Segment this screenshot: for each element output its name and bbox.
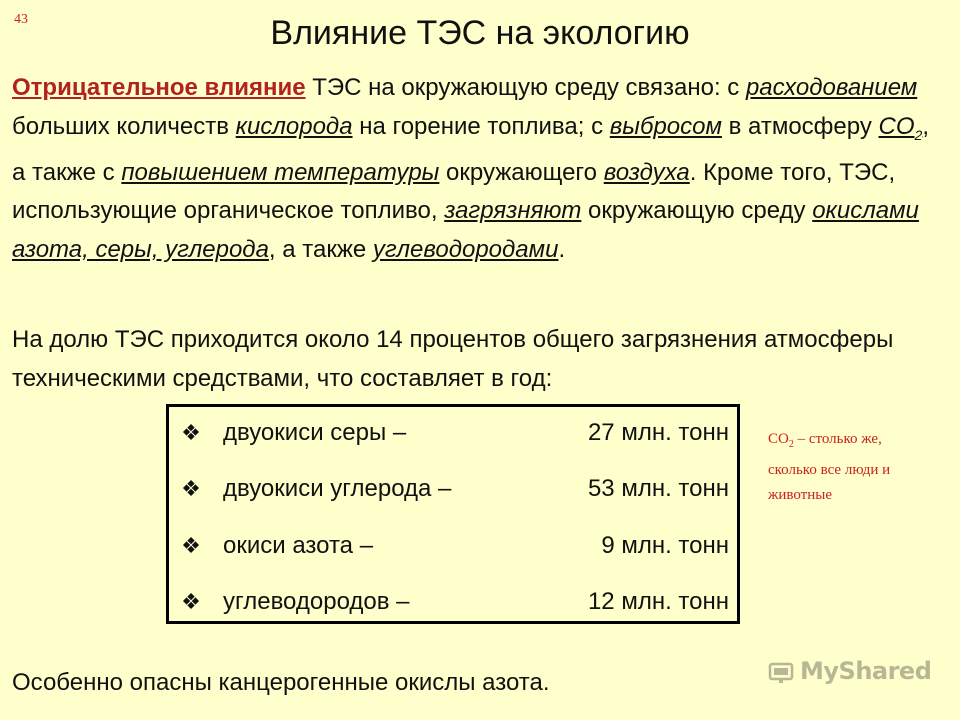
text-span: . Кроме того, ТЭС, использующие органическое топливо, <box>12 158 896 225</box>
paragraph-carcinogenic: Особенно опасны канцерогенные окислы азота. <box>12 669 550 696</box>
term-consumption: расходованием <box>745 74 918 101</box>
term-air: воздуха <box>603 158 690 186</box>
emission-value: 27 млн. тонн <box>587 419 729 446</box>
slide-number: 43 <box>14 12 28 27</box>
term-oxygen: кислорода <box>235 112 353 140</box>
text-span: в атмосферу <box>721 112 879 140</box>
slide-title: Влияние ТЭС на экологию <box>270 14 690 52</box>
diamond-bullet-icon: ❖ <box>181 476 201 501</box>
emissions-table <box>166 404 740 624</box>
text-span: . <box>558 235 566 263</box>
text-span: больших количеств <box>12 112 236 140</box>
note-co2-subscript: 2 <box>788 439 794 450</box>
emission-row <box>169 413 737 453</box>
watermark-text: MyShared <box>800 657 932 685</box>
co2-formula: CO <box>878 112 915 140</box>
term-temperature-rise: повышением температуры <box>121 158 440 186</box>
emission-value: 9 млн. тонн <box>601 532 729 559</box>
text-span: ТЭС на окружающую среду связано: с <box>305 74 746 101</box>
diamond-bullet-icon: ❖ <box>181 589 201 614</box>
term-emission: выбросом <box>609 112 722 140</box>
emission-row <box>169 582 737 622</box>
emission-row <box>169 469 737 509</box>
projector-icon <box>768 659 794 685</box>
text-span: , а также <box>268 235 373 263</box>
note-text: – столько же, сколько все люди и животные <box>768 431 891 503</box>
paragraph-negative-impact <box>12 69 942 269</box>
text-span: окружающего <box>439 158 604 186</box>
diamond-bullet-icon: ❖ <box>181 533 201 558</box>
term-pollute: загрязняют <box>444 197 582 225</box>
emission-row <box>169 526 737 566</box>
co2-subscript: 2 <box>914 126 923 143</box>
term-co2 <box>878 112 923 143</box>
emission-value: 12 млн. тонн <box>587 588 729 615</box>
emission-value: 53 млн. тонн <box>587 475 729 502</box>
emission-label: углеводородов – <box>223 588 410 615</box>
term-oxides: окислами азота, серы, углерода <box>12 197 919 263</box>
text-span: окружающую среду <box>581 197 813 225</box>
paragraph-share: На долю ТЭС приходится около 14 процентов общего загрязнения атмосферы техническими средствами, что составляет в год: <box>12 326 894 392</box>
emission-label: двуокиси серы – <box>223 419 407 446</box>
text-span: , а также с <box>12 112 929 186</box>
side-note <box>768 427 928 509</box>
highlight-negative-impact: Отрицательное влияние <box>12 74 306 101</box>
emission-label: двуокиси углерода – <box>223 475 452 502</box>
text-span: на горение топлива; с <box>352 112 610 140</box>
watermark-logo <box>768 655 938 691</box>
diamond-bullet-icon: ❖ <box>181 420 201 445</box>
term-hydrocarbons: углеводородами <box>372 235 559 263</box>
emission-label: окиси азота – <box>223 532 374 559</box>
note-co2: CO <box>768 431 789 447</box>
